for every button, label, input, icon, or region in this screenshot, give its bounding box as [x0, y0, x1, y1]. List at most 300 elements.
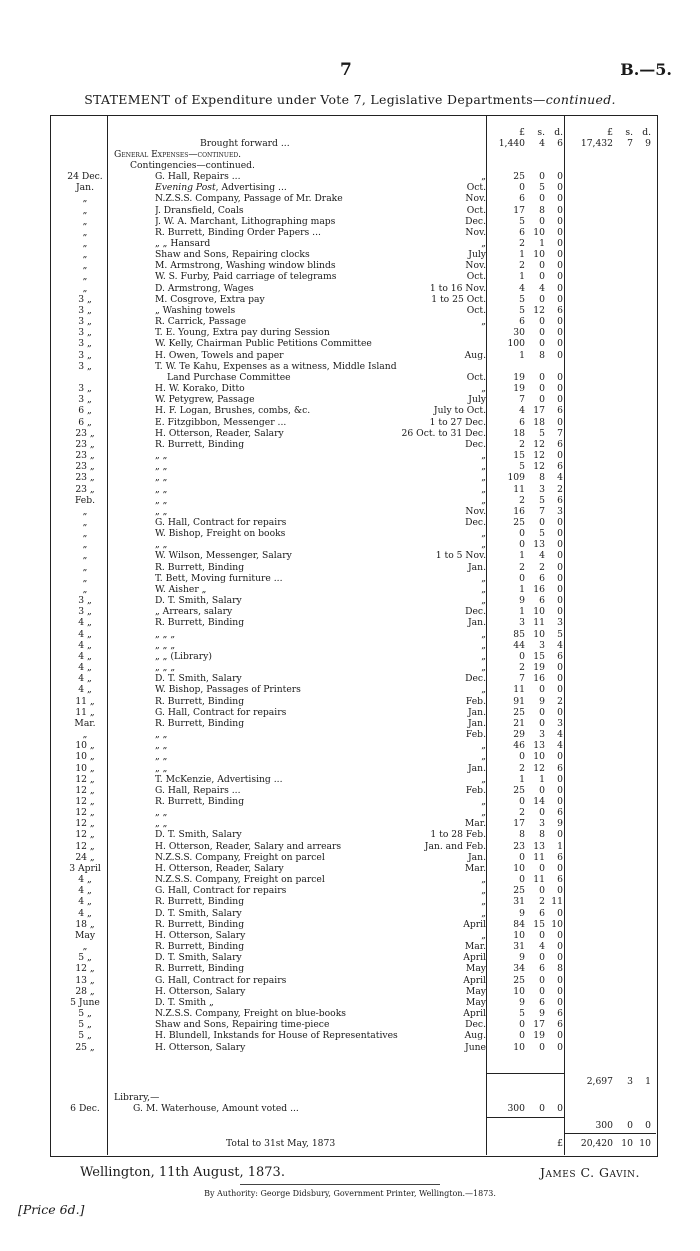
row-pounds: 1	[519, 249, 525, 261]
row-pence: 0	[557, 561, 563, 573]
row-date: 10 „	[75, 762, 95, 774]
row-description: J. W. A. Marchant, Lithographing maps	[155, 215, 336, 227]
row-pounds: 0	[519, 572, 525, 584]
row-pence: 0	[557, 528, 563, 540]
row-shillings: 6	[539, 572, 545, 584]
row-date: „	[82, 539, 88, 551]
row-pounds: 6	[519, 316, 525, 328]
row-pence: 4	[557, 729, 563, 740]
row-pence: 6	[557, 494, 563, 506]
row-pence: 0	[557, 204, 563, 216]
row-pounds: 25	[513, 885, 525, 897]
row-pence: 0	[557, 450, 563, 461]
row-pence: 2	[557, 695, 563, 707]
row-description: D. T. Smith, Salary	[155, 907, 242, 919]
row-date: Jan.	[76, 182, 94, 194]
row-date: 3 „	[78, 316, 92, 328]
row-description: W. Petygrew, Passage	[155, 394, 255, 406]
row-pounds: 44	[513, 639, 525, 651]
row-pounds: 31	[513, 941, 525, 952]
row-period: „	[481, 662, 486, 673]
row-description: T. E. Young, Extra pay during Session	[155, 327, 330, 339]
row-pounds: 6	[519, 193, 525, 205]
row-pence: 11	[551, 896, 563, 908]
row-period: „	[481, 583, 486, 595]
row-description: N.Z.S.S. Company, Passage of Mr. Drake	[155, 193, 343, 205]
row-description: „ „ „	[155, 662, 176, 673]
row-pounds: 0	[519, 1019, 525, 1031]
row-pence: 0	[557, 338, 563, 350]
row-date: 10 „	[75, 740, 95, 752]
row-pence: 0	[557, 1030, 563, 1042]
row-period: „	[481, 740, 486, 752]
row-pence: 0	[557, 383, 563, 394]
row-pounds: 2	[519, 762, 525, 774]
row-shillings: 0	[539, 784, 545, 796]
row-description: „ „ „	[155, 628, 176, 640]
row-pounds: 1	[519, 773, 525, 785]
row-date: 11 „	[75, 706, 95, 718]
row-pounds: 19	[513, 383, 525, 394]
row-description: W. S. Furby, Paid carriage of telegrams	[155, 271, 337, 283]
row-pounds: 10	[513, 985, 525, 997]
row-period: Jan.	[468, 561, 486, 573]
row-period: Jan.	[468, 617, 486, 629]
row-shillings: 3	[539, 729, 545, 740]
row-description: Land Purchase Committee	[167, 371, 291, 383]
row-period: „	[481, 461, 486, 473]
row-period: „	[481, 238, 486, 249]
row-period: Nov.	[465, 260, 486, 272]
row-pence: 0	[557, 606, 563, 618]
row-date: „	[82, 193, 88, 205]
row-period: Oct.	[466, 271, 486, 283]
row-shillings: 8	[539, 829, 545, 841]
row-description: Evening Post, Advertising ...	[155, 182, 287, 194]
row-period: „	[481, 639, 486, 651]
row-shillings: 3	[539, 483, 545, 495]
row-pence: 0	[557, 751, 563, 763]
row-shillings: 0	[539, 985, 545, 997]
row-pounds: 19	[513, 371, 525, 383]
row-date: 3 „	[78, 349, 92, 361]
library-date: 6 Dec.	[70, 1103, 100, 1114]
grand-total-pounds: 20,420	[580, 1138, 613, 1149]
section-general-expenses: General Expenses—continued.	[114, 149, 242, 160]
row-date: 4 „	[78, 684, 92, 696]
row-period: „	[481, 929, 486, 941]
row-pence: 6	[557, 405, 563, 417]
row-date: 12 „	[75, 784, 95, 796]
row-date: „	[82, 517, 88, 528]
row-pounds: 1	[519, 583, 525, 595]
row-date: 5 „	[78, 1008, 92, 1019]
row-shillings: 12	[533, 762, 545, 774]
row-period: April	[463, 1008, 486, 1019]
row-date: 4 „	[78, 650, 92, 662]
row-shillings: 12	[533, 461, 545, 473]
row-description: H. F. Logan, Brushes, combs, &c.	[155, 405, 311, 417]
row-period: Aug.	[464, 349, 486, 361]
row-pence: 6	[557, 762, 563, 774]
row-pounds: 5	[519, 293, 525, 305]
row-period: „	[481, 494, 486, 506]
row-period: April	[463, 918, 486, 930]
row-pence: 6	[557, 807, 563, 819]
row-shillings: 7	[539, 505, 545, 517]
row-description: E. Fitzgibbon, Messenger ...	[155, 416, 287, 428]
row-date: 4 „	[78, 874, 92, 886]
row-period: Dec.	[465, 1019, 486, 1031]
row-period: „	[481, 316, 486, 328]
row-date: 12 „	[75, 796, 95, 807]
row-description: H. Otterson, Reader, Salary and arrears	[155, 840, 342, 852]
row-description: D. T. Smith „	[155, 996, 214, 1008]
library-description: G. M. Waterhouse, Amount voted ...	[133, 1103, 299, 1114]
row-period: Feb.	[465, 729, 486, 740]
row-period: Oct.	[466, 182, 486, 194]
row-description: W. Aisher „	[155, 583, 207, 595]
row-pence: 0	[557, 952, 563, 964]
row-shillings: 16	[533, 673, 545, 685]
right-shillings-header: s.	[625, 127, 633, 138]
row-shillings: 0	[539, 327, 545, 339]
row-date: „	[82, 249, 88, 261]
library-total-shillings: 0	[627, 1120, 633, 1131]
grand-total-rule	[564, 1133, 656, 1134]
row-period: Aug.	[464, 1030, 486, 1042]
row-description: T. McKenzie, Advertising ...	[155, 773, 283, 785]
contingencies-subtotal-rule	[486, 1073, 564, 1074]
row-pounds: 2	[519, 662, 525, 673]
row-description: H. Otterson, Reader, Salary	[155, 862, 284, 874]
row-pounds: 1	[519, 550, 525, 562]
row-date: 4 „	[78, 673, 92, 685]
row-pence: 6	[557, 1019, 563, 1031]
row-period: „	[481, 483, 486, 495]
row-description: G. Hall, Contract for repairs	[155, 517, 287, 528]
row-date: „	[82, 505, 88, 517]
row-pounds: 11	[513, 483, 525, 495]
row-description: „ Washing towels	[155, 304, 236, 316]
row-shillings: 0	[539, 293, 545, 305]
row-pence: 1	[557, 840, 563, 852]
row-period: „	[481, 628, 486, 640]
row-description: „ „	[155, 461, 168, 473]
row-date: „	[82, 941, 88, 952]
row-period: Dec.	[465, 673, 486, 685]
row-pence: 4	[557, 740, 563, 752]
row-pounds: 5	[519, 304, 525, 316]
row-date: 4 „	[78, 907, 92, 919]
row-shillings: 6	[539, 907, 545, 919]
row-date: 4 „	[78, 662, 92, 673]
row-pence: 6	[557, 438, 563, 450]
row-pence: 0	[557, 941, 563, 952]
row-pounds: 25	[513, 517, 525, 528]
italic-newspaper-name: Evening Post	[155, 182, 216, 194]
row-shillings: 19	[533, 662, 545, 673]
row-date: 3 „	[78, 304, 92, 316]
row-pounds: 85	[513, 628, 525, 640]
row-pounds: 29	[513, 729, 525, 740]
row-period: „	[481, 796, 486, 807]
row-pounds: 5	[519, 215, 525, 227]
row-pounds: 91	[513, 695, 525, 707]
row-shillings: 0	[539, 338, 545, 350]
row-description: D. T. Smith, Salary	[155, 595, 242, 607]
row-pence: 8	[557, 963, 563, 975]
row-date: 3 „	[78, 338, 92, 350]
left-pounds-header: £	[519, 127, 525, 138]
row-shillings: 14	[533, 796, 545, 807]
row-shillings: 12	[533, 438, 545, 450]
row-period: Feb.	[465, 695, 486, 707]
grand-total-shillings: 10	[621, 1138, 633, 1149]
brought-forward-right-pounds: 17,432	[580, 138, 613, 149]
row-description: „ „	[155, 483, 168, 495]
row-pence: 0	[557, 829, 563, 841]
brought-forward-left-shillings: 4	[539, 138, 545, 149]
row-date: 5 „	[78, 952, 92, 964]
brought-forward-right-shillings: 7	[627, 138, 633, 149]
row-date: 23 „	[75, 461, 95, 473]
row-shillings: 13	[533, 840, 545, 852]
row-shillings: 15	[533, 918, 545, 930]
row-shillings: 0	[539, 371, 545, 383]
row-shillings: 0	[539, 316, 545, 328]
row-shillings: 16	[533, 583, 545, 595]
row-date: 12 „	[75, 963, 95, 975]
row-date: 23 „	[75, 427, 95, 439]
row-pence: 0	[557, 773, 563, 785]
row-pence: 0	[557, 996, 563, 1008]
row-period: June	[465, 1041, 486, 1053]
row-pounds: 11	[513, 684, 525, 696]
row-description: N.Z.S.S. Company, Freight on parcel	[155, 874, 325, 886]
row-date: 12 „	[75, 840, 95, 852]
row-pence: 0	[557, 215, 563, 227]
row-pence: 9	[557, 818, 563, 830]
row-period: „	[481, 896, 486, 908]
row-shillings: 4	[539, 941, 545, 952]
row-shillings: 0	[539, 383, 545, 394]
row-pounds: 17	[513, 818, 525, 830]
place-and-date: Wellington, 11th August, 1873.	[80, 1165, 285, 1180]
row-pounds: 1	[519, 271, 525, 283]
row-pounds: 8	[519, 829, 525, 841]
row-pence: 0	[557, 684, 563, 696]
row-pence: 0	[557, 539, 563, 551]
row-pence: 0	[557, 985, 563, 997]
row-shillings: 6	[539, 963, 545, 975]
row-pence: 0	[557, 583, 563, 595]
brought-forward-left-pence: 6	[557, 138, 563, 149]
row-pence: 0	[557, 885, 563, 897]
row-pounds: 0	[519, 528, 525, 540]
row-period: May	[465, 963, 486, 975]
row-date: „	[82, 572, 88, 584]
row-shillings: 11	[533, 851, 545, 863]
row-pounds: 10	[513, 1041, 525, 1053]
row-period: „	[481, 773, 486, 785]
signatory: James C. Gavin.	[540, 1165, 640, 1180]
row-period: „	[481, 807, 486, 819]
row-description: W. Bishop, Freight on books	[155, 528, 286, 540]
row-shillings: 8	[539, 204, 545, 216]
row-pence: 0	[557, 171, 563, 182]
row-shillings: 11	[533, 617, 545, 629]
row-description: R. Burrett, Binding	[155, 695, 245, 707]
right-amount-column-rule	[564, 115, 565, 1155]
row-pence: 0	[557, 394, 563, 406]
row-period: Jan.	[468, 706, 486, 718]
row-description: G. Hall, Contract for repairs	[155, 885, 287, 897]
subsection-contingencies: Contingencies—continued.	[130, 160, 255, 171]
row-period: Oct.	[466, 304, 486, 316]
row-shillings: 0	[539, 717, 545, 729]
row-date: „	[82, 528, 88, 540]
row-pence: 0	[557, 371, 563, 383]
row-date: 3 „	[78, 394, 92, 406]
row-shillings: 4	[539, 282, 545, 294]
row-shillings: 10	[533, 606, 545, 618]
row-description: H. Otterson, Salary	[155, 929, 246, 941]
row-pounds: 31	[513, 896, 525, 908]
row-pence: 0	[557, 316, 563, 328]
row-pounds: 16	[513, 505, 525, 517]
row-description: „ „	[155, 494, 168, 506]
row-pence: 6	[557, 304, 563, 316]
row-pence: 0	[557, 595, 563, 607]
row-pence: 0	[557, 416, 563, 428]
row-date: „	[82, 271, 88, 283]
row-date: Feb.	[74, 494, 96, 506]
row-shillings: 0	[539, 1041, 545, 1053]
row-pounds: 0	[519, 650, 525, 662]
row-description: R. Burrett, Binding	[155, 796, 245, 807]
row-pence: 6	[557, 851, 563, 863]
document-reference: B.—5.	[620, 60, 672, 79]
row-date: „	[82, 204, 88, 216]
row-shillings: 0	[539, 517, 545, 528]
row-period: 1 to 28 Feb.	[430, 829, 486, 841]
row-pounds: 21	[513, 717, 525, 729]
row-pence: 0	[557, 260, 563, 272]
row-date: „	[82, 583, 88, 595]
row-description: H. Otterson, Salary	[155, 985, 246, 997]
row-description: H. W. Korako, Ditto	[155, 383, 245, 394]
row-pounds: 2	[519, 260, 525, 272]
row-pence: 0	[557, 796, 563, 807]
row-description: „ „ (Library)	[155, 650, 212, 662]
row-pence: 0	[557, 226, 563, 238]
row-shillings: 0	[539, 929, 545, 941]
row-period: April	[463, 974, 486, 986]
row-description: W. Bishop, Passages of Printers	[155, 684, 301, 696]
row-description: „ „	[155, 807, 168, 819]
row-pence: 0	[557, 862, 563, 874]
row-pence: 5	[557, 628, 563, 640]
row-pounds: 25	[513, 706, 525, 718]
printer-authority: By Authority: George Didsbury, Government Printer, Wellington.—1873.	[204, 1189, 496, 1198]
row-shillings: 9	[539, 695, 545, 707]
row-date: 25 „	[75, 1041, 95, 1053]
row-date: 12 „	[75, 829, 95, 841]
row-date: 5 „	[78, 1030, 92, 1042]
row-pence: 0	[557, 349, 563, 361]
row-shillings: 4	[539, 550, 545, 562]
row-date: „	[82, 215, 88, 227]
row-pounds: 7	[519, 394, 525, 406]
row-pence: 0	[557, 238, 563, 249]
row-date: 5 „	[78, 1019, 92, 1031]
row-period: 26 Oct. to 31 Dec.	[401, 427, 486, 439]
row-description: „ „ „	[155, 639, 176, 651]
row-shillings: 10	[533, 249, 545, 261]
row-shillings: 13	[533, 740, 545, 752]
row-period: „	[481, 383, 486, 394]
row-description: G. Hall, Repairs ...	[155, 171, 241, 182]
grand-total-pence: 10	[639, 1138, 651, 1149]
row-pence: 0	[557, 293, 563, 305]
row-pounds: 25	[513, 171, 525, 182]
contingencies-total-shillings: 3	[627, 1076, 633, 1087]
row-pounds: 1	[519, 606, 525, 618]
row-description: „ „	[155, 729, 168, 740]
row-pence: 0	[557, 550, 563, 562]
row-pence: 0	[557, 249, 563, 261]
row-pence: 6	[557, 650, 563, 662]
row-description: T. Bett, Moving furniture ...	[155, 572, 283, 584]
row-period: July to Oct.	[433, 405, 486, 417]
row-shillings: 2	[539, 561, 545, 573]
row-description: M. Armstrong, Washing window blinds	[155, 260, 336, 272]
row-date: 12 „	[75, 773, 95, 785]
row-date: 6 „	[78, 416, 92, 428]
row-description: R. Burrett, Binding	[155, 438, 245, 450]
row-period: Jan.	[468, 717, 486, 729]
row-period: April	[463, 952, 486, 964]
row-shillings: 19	[533, 1030, 545, 1042]
row-date: 10 „	[75, 751, 95, 763]
row-pounds: 46	[513, 740, 525, 752]
row-period: „	[481, 472, 486, 484]
row-pence: 0	[557, 706, 563, 718]
row-description: R. Burrett, Binding	[155, 896, 245, 908]
library-total-pounds: 300	[595, 1120, 613, 1131]
row-period: „	[481, 528, 486, 540]
row-pounds: 9	[519, 952, 525, 964]
row-pounds: 0	[519, 851, 525, 863]
row-description: R. Burrett, Binding	[155, 963, 245, 975]
row-description: „ „	[155, 740, 168, 752]
library-subtotal-rule	[486, 1117, 564, 1118]
row-shillings: 5	[539, 182, 545, 194]
row-shillings: 5	[539, 427, 545, 439]
row-pounds: 2	[519, 561, 525, 573]
row-period: Mar.	[464, 818, 486, 830]
row-description: N.Z.S.S. Company, Freight on parcel	[155, 851, 325, 863]
row-shillings: 17	[533, 1019, 545, 1031]
row-shillings: 6	[539, 996, 545, 1008]
row-shillings: 0	[539, 684, 545, 696]
row-date: 4 „	[78, 617, 92, 629]
row-date: 23 „	[75, 438, 95, 450]
row-pounds: 1	[519, 349, 525, 361]
row-pounds: 3	[519, 617, 525, 629]
row-pence: 0	[557, 271, 563, 283]
